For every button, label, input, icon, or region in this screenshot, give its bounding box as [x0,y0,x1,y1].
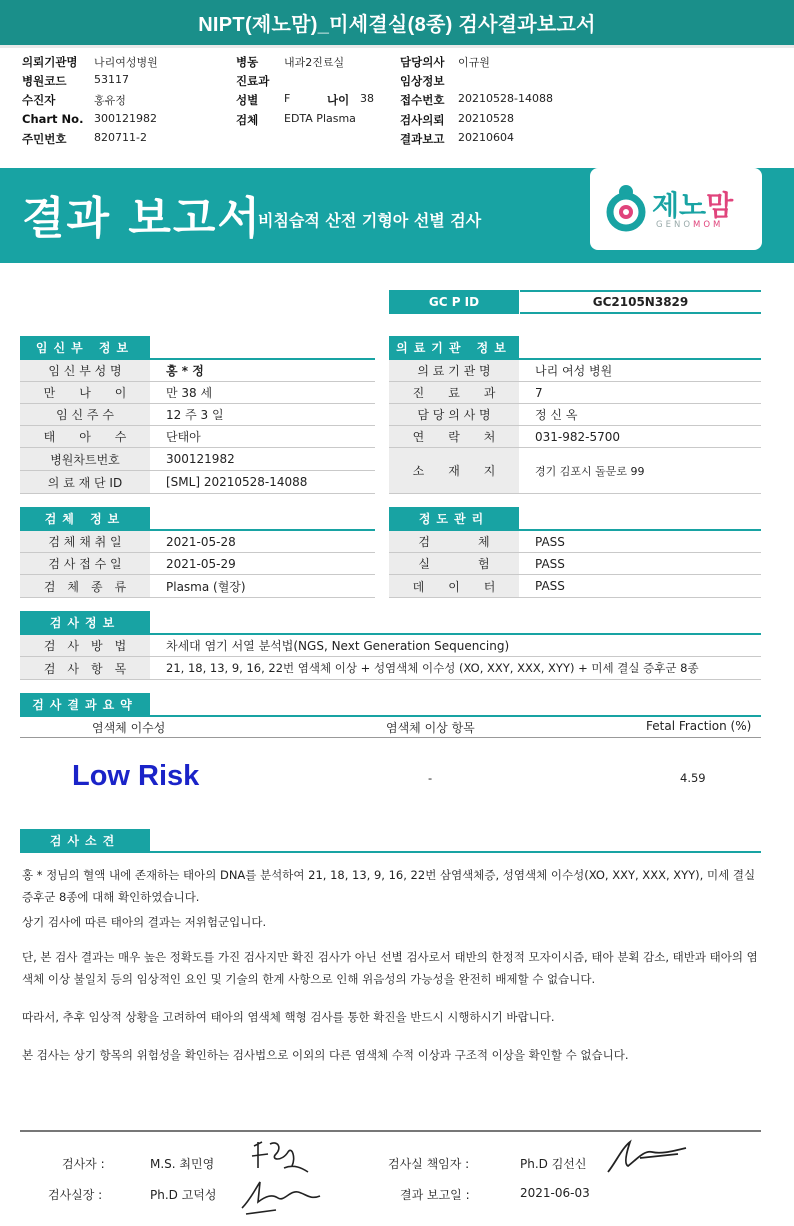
field-label: 담 당 의 사 명 [389,404,519,425]
genomom-logo-icon [604,182,648,236]
info-value: 20210528-14088 [458,92,553,105]
opinion-paragraph: 홍 * 정님의 혈액 내에 존재하는 태아의 DNA를 분석하여 21, 18, 13, 9, 16, 22번 삼염색체증, 성염색체 이수성(XO, XXY, XXX, XYY), 미세 결실 증후군 8종에 대해 확인하였습니다. [22,868,756,904]
field-value: 경기 김포시 돌문로 99 [535,464,645,478]
section-tab-opinion: 검사소견 [20,829,150,852]
info-label: 접수번호 [400,93,445,107]
patient-info-block [22,54,782,154]
info-row [22,73,782,91]
info-row [22,112,782,130]
field-label: 검 체 채 취 일 [20,531,150,552]
info-label: 결과보고 [400,132,445,146]
info-value: 53117 [94,73,129,86]
info-value: 내과2진료실 [284,56,345,69]
genomom-logo [590,168,762,250]
logo-sub-accent: MOM [693,220,724,230]
field-label: 검 사 접 수 일 [20,553,150,574]
row-divider [20,679,761,680]
row-divider [20,493,375,494]
gcp-id-value: GC2105N3829 [520,290,761,314]
field-value: PASS [535,579,565,593]
field-value: 단태아 [166,430,201,444]
logo-name [652,184,733,224]
row-divider [389,493,761,494]
summary-col-aneuploidy: 염색체 이수성 [92,721,166,735]
info-label: Chart No. [22,112,84,126]
banner-title: 결과 보고서 [22,193,262,244]
field-value: Plasma (혈장) [166,579,246,594]
section-divider [20,851,761,853]
tester-label: 검사자 : [62,1157,105,1171]
info-row [22,54,782,72]
lab-head-label: 검사실 책임자 : [388,1157,470,1171]
field-label: 의 료 재 단 ID [20,471,150,493]
lab-head-name: Ph.D 김선신 [520,1157,587,1171]
field-value: 만 38 세 [166,386,213,400]
field-value: 홍 * 정 [166,364,204,378]
banner-subtitle: 비침습적 산전 기형아 선별 검사 [258,211,482,230]
info-row [22,92,782,110]
field-label: 의 료 기 관 명 [389,360,519,381]
info-label: 진료과 [236,74,270,88]
lab-head-signature [600,1136,692,1180]
report-date-value: 2021-06-03 [520,1186,590,1200]
info-label: 수진자 [22,93,56,107]
info-label: 담당의사 [400,55,445,69]
field-value: 21, 18, 13, 9, 16, 22번 염색체 이상 + 성염색체 이수성 (XO, XXY, XXX, XYY) + 미세 결실 증후군 8종 [166,661,699,675]
risk-result: Low Risk [72,760,200,792]
field-value: 7 [535,385,543,400]
logo-name-accent: 맘 [706,189,734,222]
section-tab-test: 검사정보 [20,611,150,634]
section-tab-institution: 의료기관 정보 [389,336,519,359]
section-tab-pregnant: 임신부 정보 [20,336,150,359]
director-name: Ph.D 고덕성 [150,1188,217,1202]
field-value: 나리 여성 병원 [535,364,613,378]
fetal-fraction-value: 4.59 [680,771,706,785]
opinion-paragraph: 단, 본 검사 결과는 매우 높은 정확도를 가진 검사지만 확진 검사가 아닌 선별 검사로서 태반의 한정적 모자이시즘, 태아 분획 감소, 태반과 태아의 염색체 이상 불일치 등의 임상적인 요인 및 기술의 한계 사항으로 인해 위음성의 가능성을 완전히 배제할 수 없습니다. [22,950,758,986]
info-label: 의뢰기관명 [22,55,78,69]
info-value: 300121982 [94,112,157,125]
summary-col-fetal-fraction: Fetal Fraction (%) [646,719,752,733]
info-value: 38 [360,92,374,105]
gcp-id-label: GC P ID [389,290,519,314]
section-tab-qc: 정도관리 [389,507,519,530]
section-tab-summary: 검사결과요약 [20,693,150,716]
info-label: 나이 [327,93,350,107]
info-label: 검체 [236,113,259,127]
info-value: F [284,92,291,105]
logo-sub-main: GENO [656,220,694,230]
info-value: 20210604 [458,131,514,144]
field-label: 검 체 종 류 [20,575,150,597]
field-label: 검 사 항 목 [20,657,150,679]
field-label: 임 신 주 수 [20,404,150,425]
signature-divider [20,1130,761,1132]
info-value: 20210528 [458,112,514,125]
row-divider [389,597,761,598]
row-divider [20,597,375,598]
report-date-label: 결과 보고일 : [400,1188,470,1202]
field-label: 병원차트번호 [20,448,150,470]
field-label: 임 신 부 성 명 [20,360,150,381]
field-value: 정 신 옥 [535,408,578,422]
info-value: 이규원 [458,56,490,69]
info-label: 임상정보 [400,74,445,88]
field-value: 300121982 [166,452,235,466]
opinion-paragraph: 본 검사는 상기 항목의 위험성을 확인하는 검사법으로 이외의 다른 염색체 수적 이상과 구조적 이상을 확인할 수 없습니다. [22,1048,629,1062]
info-label: 병원코드 [22,74,67,88]
abnormal-items-value: - [428,771,433,785]
info-label: 주민번호 [22,132,67,146]
opinion-paragraph: 따라서, 추후 임상적 상황을 고려하여 태아의 염색체 핵형 검사를 통한 확진을 반드시 시행하시기 바랍니다. [22,1010,555,1024]
field-label: 진 료 과 [389,382,519,403]
field-value: 차세대 염기 서열 분석법(NGS, Next Generation Sequencing) [166,639,510,653]
tester-name: M.S. 최민영 [150,1157,215,1171]
logo-subtext [656,220,723,230]
director-label: 검사실장 : [48,1188,103,1202]
summary-col-abnormal: 염색체 이상 항목 [386,721,475,735]
field-value: PASS [535,556,565,571]
field-value: PASS [535,534,565,549]
field-label: 만 나 이 [20,382,150,403]
field-value: 031-982-5700 [535,429,621,444]
info-value: 홍유정 [94,94,126,107]
field-label: 태 아 수 [20,426,150,447]
field-label: 데 이 터 [389,575,519,597]
tester-signature [248,1138,310,1178]
section-tab-specimen: 검체 정보 [20,507,150,530]
report-title: NIPT(제노맘)_미세결실(8종) 검사결과보고서 [198,14,596,36]
info-label: 병동 [236,55,259,69]
info-value: EDTA Plasma [284,112,356,125]
info-row [22,131,782,149]
field-label: 실 험 [389,553,519,574]
info-label: 성별 [236,93,259,107]
director-signature [236,1178,326,1218]
summary-header [20,716,761,738]
report-title-bar [0,0,794,48]
info-value: 나리여성병원 [94,56,158,69]
field-label: 연 락 처 [389,426,519,447]
info-label: 검사의뢰 [400,113,445,127]
field-value: 2021-05-28 [166,534,236,549]
field-label: 소 재 지 [389,448,519,493]
field-value: 12 주 3 일 [166,408,224,422]
opinion-paragraph: 상기 검사에 따른 태아의 결과는 저위험군입니다. [22,915,267,929]
logo-name-main: 제노 [652,189,707,222]
field-label: 검 사 방 법 [20,635,150,656]
field-value: [SML] 20210528-14088 [166,475,308,489]
field-value: 2021-05-29 [166,556,236,571]
info-value: 820711-2 [94,131,147,144]
field-label: 검 체 [389,531,519,552]
